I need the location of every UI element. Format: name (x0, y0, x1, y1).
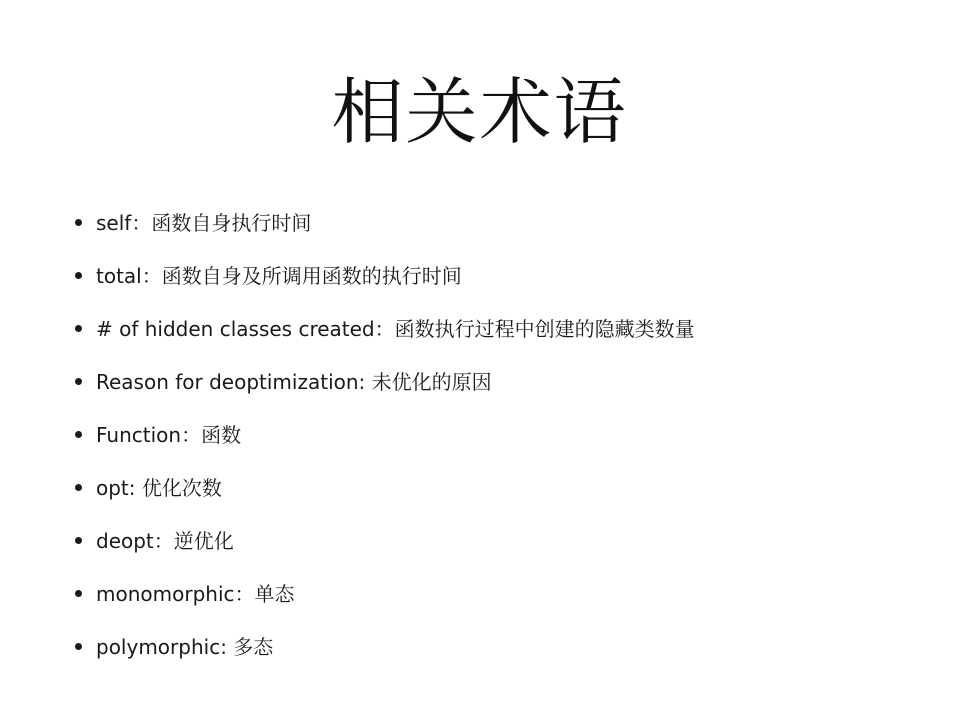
bullet-item (72, 302, 695, 355)
bullet-text: opt: 优化次数 (96, 475, 222, 500)
bullet-text: Function：函数 (96, 422, 242, 447)
bullet-item (72, 514, 695, 567)
bullet-text: self：函数自身执行时间 (96, 210, 312, 235)
bullet-icon (75, 325, 82, 332)
bullet-icon (75, 378, 82, 385)
bullet-item (72, 355, 695, 408)
slide-title: 相关术语 (331, 70, 628, 154)
bullet-item (72, 196, 695, 249)
bullet-list (72, 196, 695, 673)
bullet-text: Reason for deoptimization: 未优化的原因 (96, 369, 492, 394)
bullet-item (72, 249, 695, 302)
bullet-text: total：函数自身及所调用函数的执行时间 (96, 263, 462, 288)
bullet-item (72, 408, 695, 461)
bullet-item (72, 461, 695, 514)
bullet-icon (75, 537, 82, 544)
bullet-icon (75, 219, 82, 226)
bullet-icon (75, 431, 82, 438)
bullet-text: monomorphic：单态 (96, 581, 295, 606)
bullet-icon (75, 272, 82, 279)
bullet-icon (75, 590, 82, 597)
bullet-item (72, 620, 695, 673)
bullet-text: polymorphic: 多态 (96, 634, 274, 659)
bullet-icon (75, 643, 82, 650)
bullet-icon (75, 484, 82, 491)
bullet-text: # of hidden classes created：函数执行过程中创建的隐藏类数量 (96, 316, 695, 341)
bullet-item (72, 567, 695, 620)
bullet-text: deopt：逆优化 (96, 528, 234, 553)
